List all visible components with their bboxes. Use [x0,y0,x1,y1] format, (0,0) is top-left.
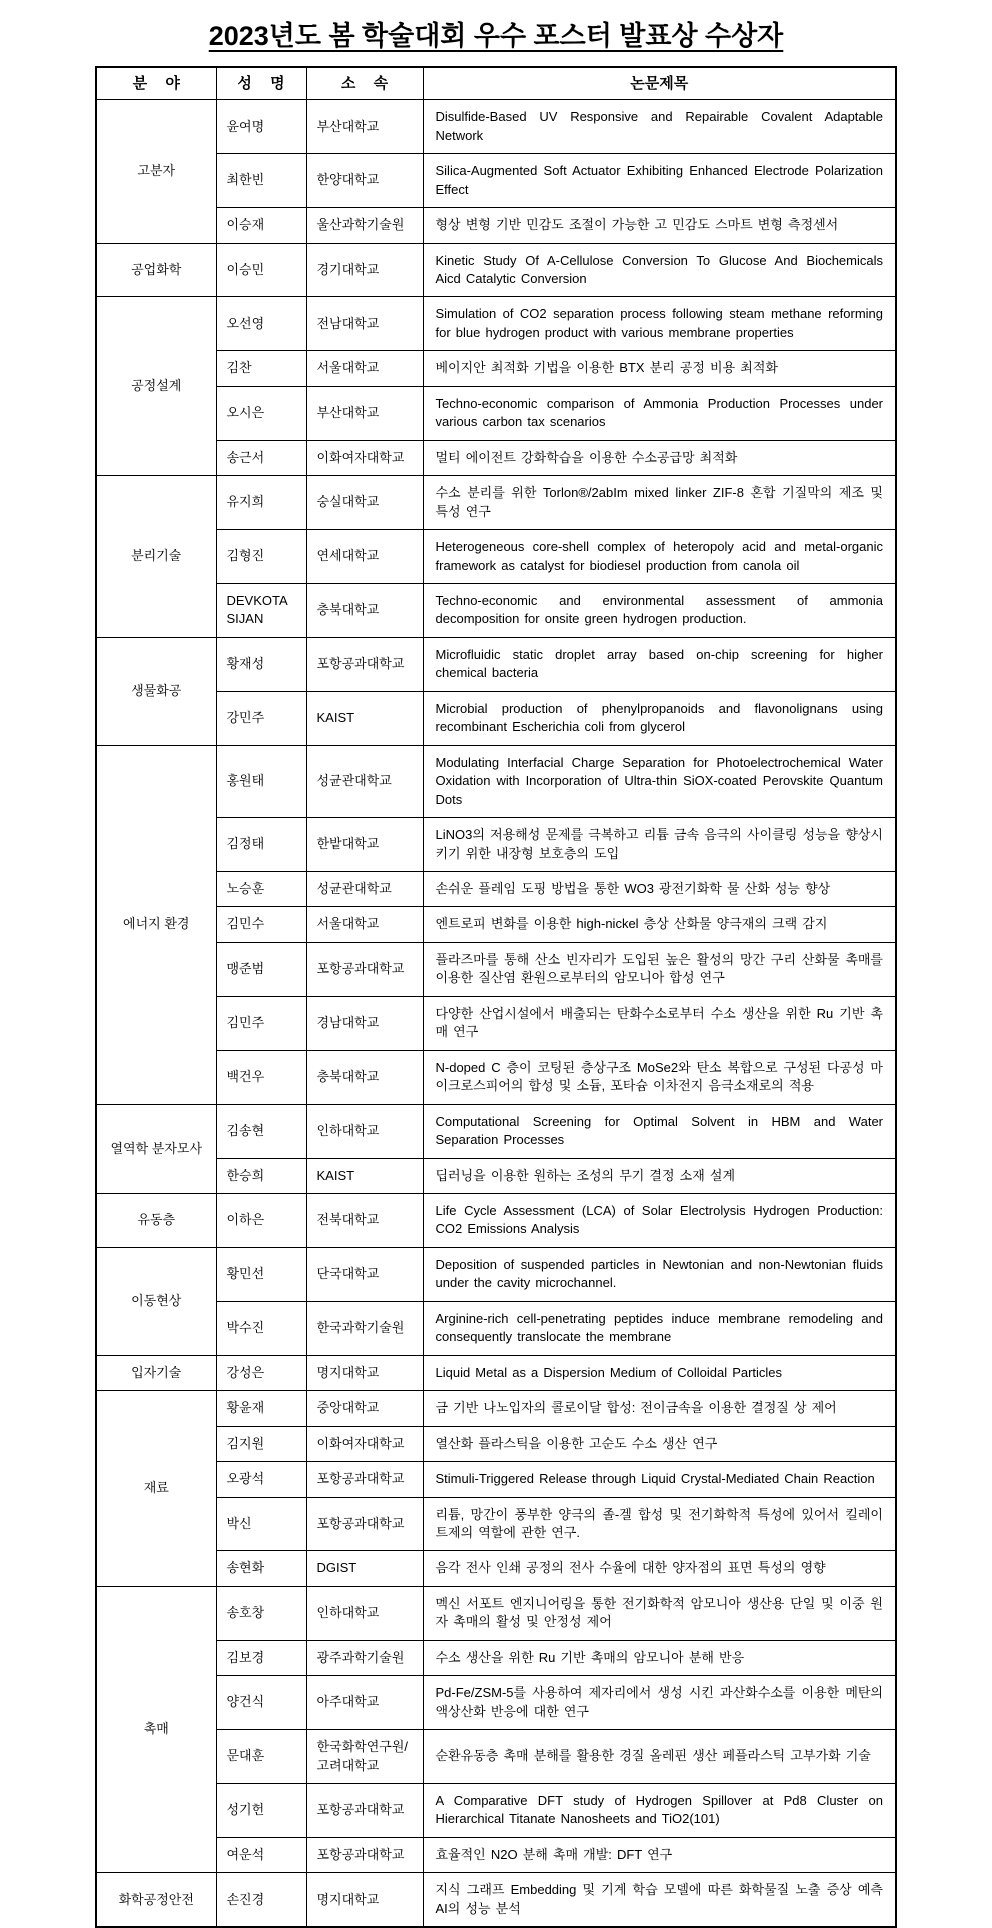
paper-title-cell: 멀티 에이전트 강화학습을 이용한 수소공급망 최적화 [423,440,896,475]
affiliation-cell: 포항공과대학교 [306,1462,423,1497]
table-row [96,1730,896,1784]
affiliation-cell: 단국대학교 [306,1247,423,1301]
winner-name-cell: 강성은 [216,1355,306,1390]
winner-name-cell: 맹준범 [216,942,306,996]
table-row [96,440,896,475]
table-row [96,530,896,584]
field-cell: 화학공정안전 [96,1873,216,1927]
table-row [96,1640,896,1675]
affiliation-cell: 한양대학교 [306,154,423,208]
table-row [96,907,896,942]
table-row [96,476,896,530]
affiliation-cell: 충북대학교 [306,1050,423,1104]
winner-name-cell: 황윤재 [216,1391,306,1426]
winner-name-cell: 박신 [216,1497,306,1551]
table-row [96,208,896,243]
table-row [96,1586,896,1640]
winner-name-cell: 최한빈 [216,154,306,208]
winner-name-cell: 이하은 [216,1193,306,1247]
paper-title-cell: Pd-Fe/ZSM-5를 사용하여 제자리에서 생성 시킨 과산화수소를 이용한 메탄의 액상산화 반응에 대한 연구 [423,1676,896,1730]
winner-name-cell: 김보경 [216,1640,306,1675]
affiliation-cell: 울산과학기술원 [306,208,423,243]
field-cell: 생물화공 [96,637,216,745]
affiliation-cell: 아주대학교 [306,1676,423,1730]
table-row [96,386,896,440]
winner-name-cell: 이승재 [216,208,306,243]
paper-title-cell: 엔트로피 변화를 이용한 high-nickel 층상 산화물 양극재의 크랙 감지 [423,907,896,942]
affiliation-cell: 포항공과대학교 [306,942,423,996]
table-row [96,1784,896,1838]
winner-name-cell: 문대훈 [216,1730,306,1784]
affiliation-cell: 전북대학교 [306,1193,423,1247]
affiliation-cell: 전남대학교 [306,297,423,351]
winner-name-cell: 손진경 [216,1873,306,1927]
affiliation-cell: 숭실대학교 [306,476,423,530]
paper-title-cell: Simulation of CO2 separation process following steam methane reforming for blue hydrogen product with various membrane properties [423,297,896,351]
affiliation-cell: 부산대학교 [306,386,423,440]
affiliation-cell: 포항공과대학교 [306,1837,423,1872]
winner-name-cell: 성기헌 [216,1784,306,1838]
winner-name-cell: 김정태 [216,818,306,872]
column-header-field: 분 야 [96,67,216,100]
table-row [96,1158,896,1193]
affiliation-cell: 성균관대학교 [306,871,423,906]
affiliation-cell: 한국과학기술원 [306,1301,423,1355]
paper-title-cell: LiNO3의 저용해성 문제를 극복하고 리튬 금속 음극의 사이클링 성능을 향상시키기 위한 내장형 보호층의 도입 [423,818,896,872]
paper-title-cell: 플라즈마를 통해 산소 빈자리가 도입된 높은 활성의 망간 구리 산화물 촉매를 이용한 질산염 환원으로부터의 암모니아 합성 연구 [423,942,896,996]
table-row [96,637,896,691]
winner-name-cell: 황재성 [216,637,306,691]
field-cell: 공정설계 [96,297,216,476]
affiliation-cell: 포항공과대학교 [306,1497,423,1551]
paper-title-cell: Techno-economic and environmental assessment of ammonia decomposition for onsite green hydrogen production. [423,584,896,638]
field-cell: 고분자 [96,100,216,243]
affiliation-cell: 포항공과대학교 [306,637,423,691]
affiliation-cell: 중앙대학교 [306,1391,423,1426]
table-row [96,1551,896,1586]
paper-title-cell: 형상 변형 기반 민감도 조절이 가능한 고 민감도 스마트 변형 측정센서 [423,208,896,243]
paper-title-cell: Stimuli-Triggered Release through Liquid Crystal-Mediated Chain Reaction [423,1462,896,1497]
winner-name-cell: 오시은 [216,386,306,440]
table-row [96,1193,896,1247]
winner-name-cell: 송근서 [216,440,306,475]
paper-title-cell: 효율적인 N2O 분해 촉매 개발: DFT 연구 [423,1837,896,1872]
table-row [96,1462,896,1497]
paper-title-cell: N-doped C 층이 코팅된 층상구조 MoSe2와 탄소 복합으로 구성된 다공성 마이크로스피어의 합성 및 소듐, 포타슘 이차전지 음극소재로의 적용 [423,1050,896,1104]
field-cell: 열역학 분자모사 [96,1104,216,1193]
table-row [96,818,896,872]
affiliation-cell: 부산대학교 [306,100,423,154]
winner-name-cell: 김지원 [216,1426,306,1461]
affiliation-cell: 성균관대학교 [306,745,423,817]
column-header-affiliation: 소 속 [306,67,423,100]
winner-name-cell: 윤여명 [216,100,306,154]
paper-title-cell: Modulating Interfacial Charge Separation for Photoelectrochemical Water Oxidation with Incorporation of Ultra-thin SiOX-coated Perovskite Quantum Dots [423,745,896,817]
paper-title-cell: Arginine-rich cell-penetrating peptides induce membrane remodeling and consequently translocate the membrane [423,1301,896,1355]
table-row [96,297,896,351]
paper-title-cell: 수소 분리를 위한 Torlon®/2abIm mixed linker ZIF-8 혼합 기질막의 제조 및 특성 연구 [423,476,896,530]
table-row [96,1355,896,1390]
affiliation-cell: KAIST [306,691,423,745]
affiliation-cell: 인하대학교 [306,1586,423,1640]
winner-name-cell: 여운석 [216,1837,306,1872]
affiliation-cell: 이화여자대학교 [306,1426,423,1461]
table-row [96,243,896,297]
affiliation-cell: 한국화학연구원/고려대학교 [306,1730,423,1784]
table-row [96,1497,896,1551]
paper-title-cell: 멕신 서포트 엔지니어링을 통한 전기화학적 암모니아 생산용 단일 및 이중 원자 촉매의 활성 및 안정성 제어 [423,1586,896,1640]
paper-title-cell: Deposition of suspended particles in Newtonian and non-Newtonian fluids under the cavity microchannel. [423,1247,896,1301]
page-title: 2023년도 봄 학술대회 우수 포스터 발표상 수상자 [208,21,784,51]
affiliation-cell: 명지대학교 [306,1873,423,1927]
affiliation-cell: 한밭대학교 [306,818,423,872]
paper-title-cell: 지식 그래프 Embedding 및 기계 학습 모델에 따른 화학물질 노출 증상 예측 AI의 성능 분석 [423,1873,896,1927]
winner-name-cell: 김민수 [216,907,306,942]
table-row [96,871,896,906]
winner-name-cell: 김찬 [216,351,306,386]
table-row [96,1873,896,1927]
affiliation-cell: 경남대학교 [306,996,423,1050]
paper-title-cell: 손쉬운 플레임 도핑 방법을 통한 WO3 광전기화학 물 산화 성능 향상 [423,871,896,906]
field-cell: 이동현상 [96,1247,216,1355]
paper-title-cell: 베이지안 최적화 기법을 이용한 BTX 분리 공정 비용 최적화 [423,351,896,386]
award-winners-table [95,66,897,1928]
field-cell: 촉매 [96,1586,216,1873]
table-row [96,1050,896,1104]
table-row [96,1391,896,1426]
field-cell: 유동층 [96,1193,216,1247]
paper-title-cell: 수소 생산을 위한 Ru 기반 촉매의 암모니아 분해 반응 [423,1640,896,1675]
paper-title-cell: 순환유동층 촉매 분해를 활용한 경질 올레핀 생산 페플라스틱 고부가화 기술 [423,1730,896,1784]
table-row [96,1837,896,1872]
table-row [96,1426,896,1461]
table-row [96,996,896,1050]
paper-title-cell: Kinetic Study Of A-Cellulose Conversion To Glucose And Biochemicals Aicd Catalytic Conversion [423,243,896,297]
winner-name-cell: 송호창 [216,1586,306,1640]
field-cell: 입자기술 [96,1355,216,1390]
table-row [96,1301,896,1355]
paper-title-cell: 열산화 플라스틱을 이용한 고순도 수소 생산 연구 [423,1426,896,1461]
affiliation-cell: 경기대학교 [306,243,423,297]
paper-title-cell: 금 기반 나노입자의 콜로이달 합성: 전이금속을 이용한 결정질 상 제어 [423,1391,896,1426]
table-row [96,691,896,745]
field-cell: 재료 [96,1391,216,1587]
affiliation-cell: 포항공과대학교 [306,1784,423,1838]
affiliation-cell: 충북대학교 [306,584,423,638]
paper-title-cell: Disulfide-Based UV Responsive and Repairable Covalent Adaptable Network [423,100,896,154]
winner-name-cell: 백건우 [216,1050,306,1104]
table-row [96,584,896,638]
field-cell: 에너지 환경 [96,745,216,1104]
paper-title-cell: Microbial production of phenylpropanoids and flavonolignans using recombinant Escherichia coli from glycerol [423,691,896,745]
paper-title-cell: Computational Screening for Optimal Solvent in HBM and Water Separation Processes [423,1104,896,1158]
winner-name-cell: 황민선 [216,1247,306,1301]
column-header-name: 성 명 [216,67,306,100]
winner-name-cell: 홍원태 [216,745,306,817]
winner-name-cell: 유지희 [216,476,306,530]
affiliation-cell: DGIST [306,1551,423,1586]
affiliation-cell: 연세대학교 [306,530,423,584]
affiliation-cell: 인하대학교 [306,1104,423,1158]
table-row [96,1676,896,1730]
paper-title-cell: A Comparative DFT study of Hydrogen Spillover at Pd8 Cluster on Hierarchical Titanate Nanosheets and TiO2(101) [423,1784,896,1838]
affiliation-cell: 명지대학교 [306,1355,423,1390]
table-row [96,942,896,996]
winner-name-cell: 오선영 [216,297,306,351]
paper-title-cell: Life Cycle Assessment (LCA) of Solar Electrolysis Hydrogen Production: CO2 Emissions Analysis [423,1193,896,1247]
affiliation-cell: 이화여자대학교 [306,440,423,475]
header-row [96,67,896,100]
field-cell: 공업화학 [96,243,216,297]
winner-name-cell: 김민주 [216,996,306,1050]
winner-name-cell: 송현화 [216,1551,306,1586]
paper-title-cell: Microfluidic static droplet array based on-chip screening for higher chemical bacteria [423,637,896,691]
column-header-paper-title: 논문제목 [423,67,896,100]
table-row [96,154,896,208]
winner-name-cell: 박수진 [216,1301,306,1355]
paper-title-cell: Techno-economic comparison of Ammonia Production Processes under various carbon tax scenarios [423,386,896,440]
table-row [96,1104,896,1158]
table-row [96,351,896,386]
table-row [96,100,896,154]
paper-title-cell: 다양한 산업시설에서 배출되는 탄화수소로부터 수소 생산을 위한 Ru 기반 촉매 연구 [423,996,896,1050]
affiliation-cell: KAIST [306,1158,423,1193]
table-row [96,745,896,817]
paper-title-cell: Liquid Metal as a Dispersion Medium of Colloidal Particles [423,1355,896,1390]
paper-title-cell: Heterogeneous core-shell complex of heteropoly acid and metal-organic framework as catalyst for biodiesel production from canola oil [423,530,896,584]
paper-title-cell: 딥러닝을 이용한 원하는 조성의 무기 결정 소재 설계 [423,1158,896,1193]
winner-name-cell: 오광석 [216,1462,306,1497]
winner-name-cell: 노승훈 [216,871,306,906]
winner-name-cell: 김형진 [216,530,306,584]
paper-title-cell: 리튬, 망간이 풍부한 양극의 졸-겔 합성 및 전기화학적 특성에 있어서 킬레이트제의 역할에 관한 연구. [423,1497,896,1551]
paper-title-cell: Silica-Augmented Soft Actuator Exhibiting Enhanced Electrode Polarization Effect [423,154,896,208]
winner-name-cell: DEVKOTA SIJAN [216,584,306,638]
winner-name-cell: 강민주 [216,691,306,745]
affiliation-cell: 광주과학기술원 [306,1640,423,1675]
paper-title-cell: 음각 전사 인쇄 공정의 전사 수율에 대한 양자점의 표면 특성의 영향 [423,1551,896,1586]
winner-name-cell: 한승희 [216,1158,306,1193]
field-cell: 분리기술 [96,476,216,638]
affiliation-cell: 서울대학교 [306,351,423,386]
affiliation-cell: 서울대학교 [306,907,423,942]
winner-name-cell: 김송현 [216,1104,306,1158]
table-row [96,1247,896,1301]
award-table-body [96,100,896,1928]
winner-name-cell: 양건식 [216,1676,306,1730]
winner-name-cell: 이승민 [216,243,306,297]
